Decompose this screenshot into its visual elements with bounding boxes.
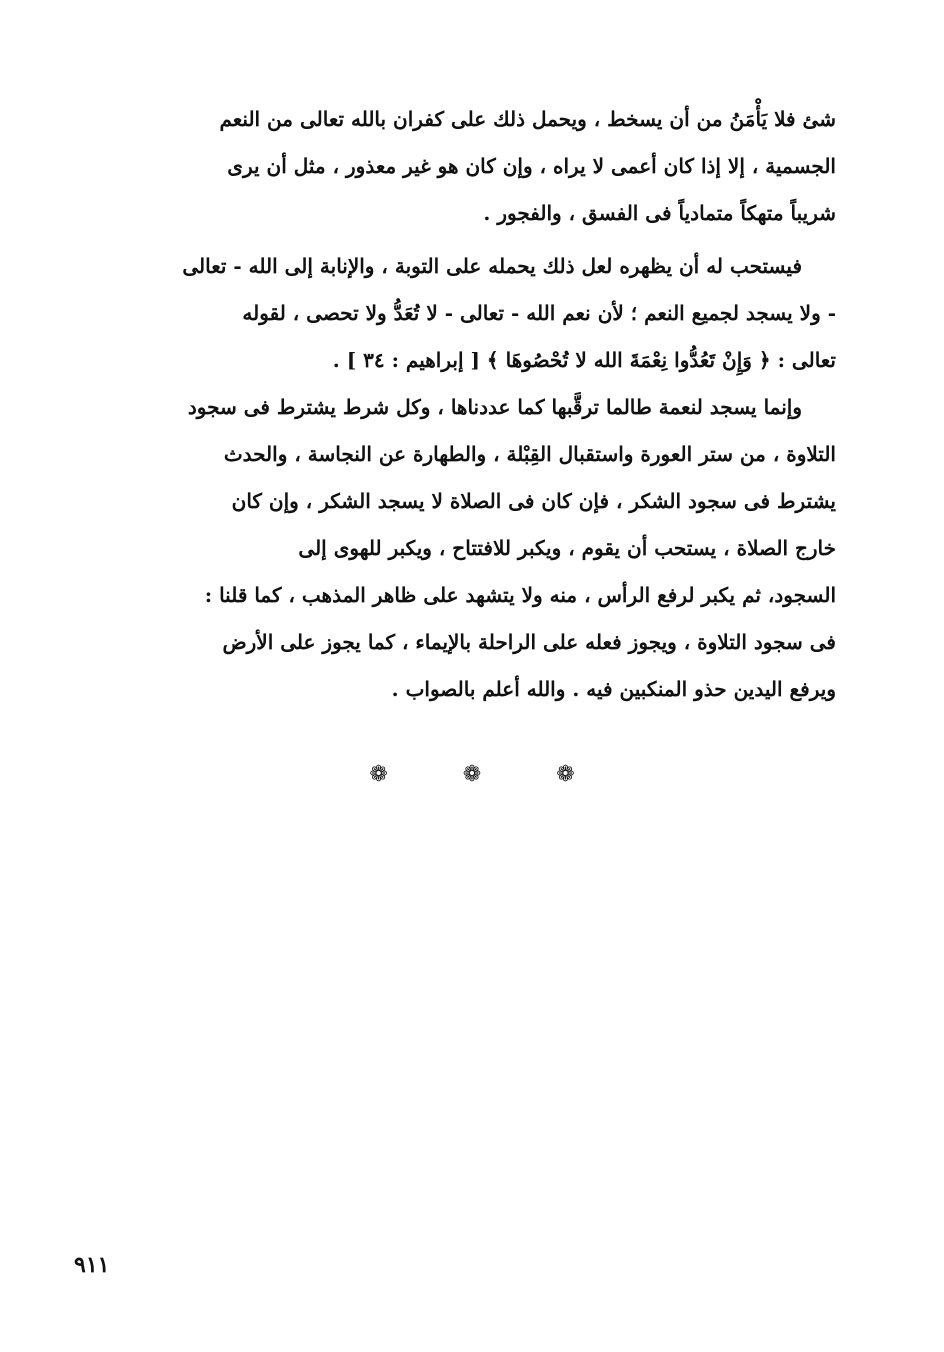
- page-number: ٩١١: [74, 1252, 110, 1278]
- text-line: - ولا يسجد لجميع النعم ؛ لأن نعم الله - تعالى - لا تُعَدُّ ولا تحصى ، لقوله: [242, 301, 836, 325]
- text-line: يشترط فى سجود الشكر ، فإن كان فى الصلاة لا يسجد الشكر ، وإن كان: [231, 489, 836, 513]
- asterism-icon: ❁: [369, 762, 388, 787]
- text-line: ويرفع اليدين حذو المنكبين فيه . والله أعلم بالصواب .: [391, 677, 836, 701]
- text-line: السجود، ثم يكبر لرفع الرأس ، منه ولا يتشهد على ظاهر المذهب ، كما قلنا :: [204, 583, 836, 607]
- text-line: فيستحب له أن يظهره لعل ذلك يحمله على التوبة ، والإنابة إلى الله - تعالى: [182, 254, 802, 278]
- asterism-icon: ❁: [556, 762, 575, 787]
- text-line: التلاوة ، من ستر العورة واستقبال القِبْلة ، والطهارة عن النجاسة ، والحدث: [223, 442, 836, 466]
- text-line: خارج الصلاة ، يستحب أن يقوم ، ويكبر للافتتاح ، ويكبر للهوى إلى: [298, 536, 836, 560]
- section-divider: [0, 762, 944, 787]
- paragraph-2: [92, 243, 836, 384]
- paragraph-1: [92, 96, 836, 237]
- asterism-icon: ❁: [462, 762, 482, 787]
- text-line: شريباً متهكاً متمادياً فى الفسق ، والفجور .: [483, 201, 836, 225]
- text-line: شئ فلا يَأْمَنُ من أن يسخط ، ويحمل ذلك على كفران بالله تعالى من النعم: [219, 107, 836, 131]
- text-line: الجسمية ، إلا إذا كان أعمى لا يراه ، وإن كان هو غير معذور ، مثل أن يرى: [227, 154, 836, 178]
- text-line: وإنما يسجد لنعمة طالما ترقَّبها كما عددناها ، وكل شرط يشترط فى سجود: [187, 395, 802, 419]
- paragraph-3: [92, 384, 836, 713]
- text-line: فى سجود التلاوة ، ويجوز فعله على الراحلة بالإيماء ، كما يجوز على الأرض: [222, 630, 836, 654]
- quran-verse-line: تعالى : ﴿ وَإِنْ تَعُدُّوا نِعْمَةَ الله لا تُحْصُوهَا ﴾ [ إبراهيم : ٣٤ ] .: [332, 348, 836, 372]
